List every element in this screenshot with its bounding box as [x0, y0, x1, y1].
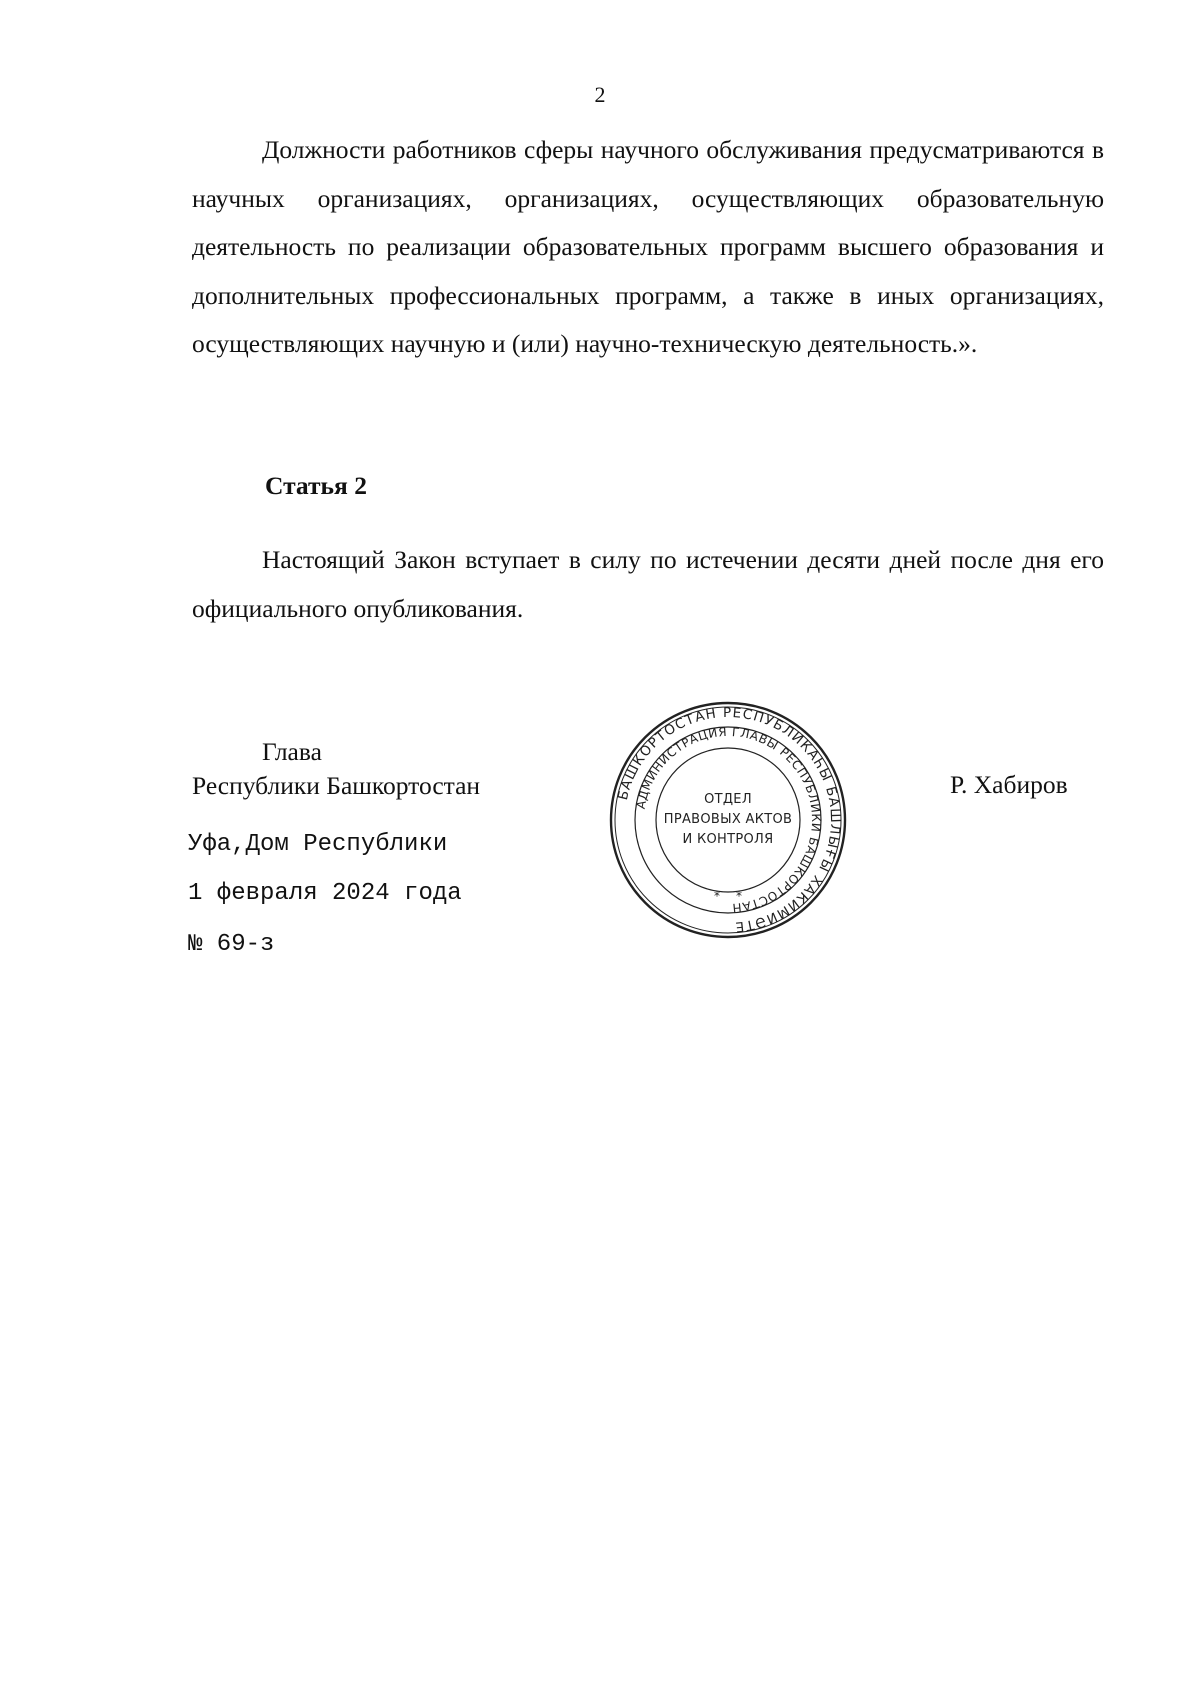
- page-number: 2: [594, 82, 606, 107]
- paragraph-text: Настоящий Закон вступает в силу по истечении десяти дней после дня его официального опубликования.: [192, 545, 1104, 623]
- signatory-title: [192, 735, 480, 803]
- seal-star-icon: *: [736, 889, 742, 903]
- seal-outer-text-path: БАШКОРТОСТАН РЕСПУБЛИКАҺЫ БАШЛЫҒЫ ХАКИМИӘТЕ: [615, 704, 844, 935]
- signatory-title-line-2: Республики Башкортостан: [192, 771, 481, 800]
- signing-date: 1 февраля 2024 года: [188, 880, 462, 907]
- article-2-body: [192, 536, 1104, 633]
- seal-star-icon: *: [714, 889, 720, 903]
- signatory-title-line-1: Глава: [262, 737, 322, 766]
- official-seal: [608, 700, 848, 940]
- seal-center-line-1: ОТДЕЛ: [704, 792, 752, 807]
- seal-center-line-3: И КОНТРОЛЯ: [682, 832, 774, 847]
- article-heading: Статья 2: [265, 471, 367, 500]
- paragraph-continuation: [192, 126, 1104, 369]
- law-number: № 69-з: [188, 931, 275, 958]
- signatory-name: Р. Хабиров: [950, 770, 1068, 799]
- seal-inner-text-path: АДМИНИСТРАЦИЯ ГЛАВЫ РЕСПУБЛИКИ БАШКОРТОСТАН: [633, 724, 824, 916]
- seal-center-text: [608, 700, 848, 940]
- seal-center-line-2: ПРАВОВЫХ АКТОВ: [663, 812, 793, 827]
- place-of-signing: Уфа,Дом Республики: [188, 831, 448, 858]
- paragraph-text: Должности работников сферы научного обслуживания предусматриваются в научных организациях, организациях, осуществляющих образовательную деятельность по реализации образовательных программ высшего образования и дополнительных профессиональных программ, а также в иных организациях, осуществляющих научную и (или) научно-техническую деятельность.».: [192, 135, 1104, 358]
